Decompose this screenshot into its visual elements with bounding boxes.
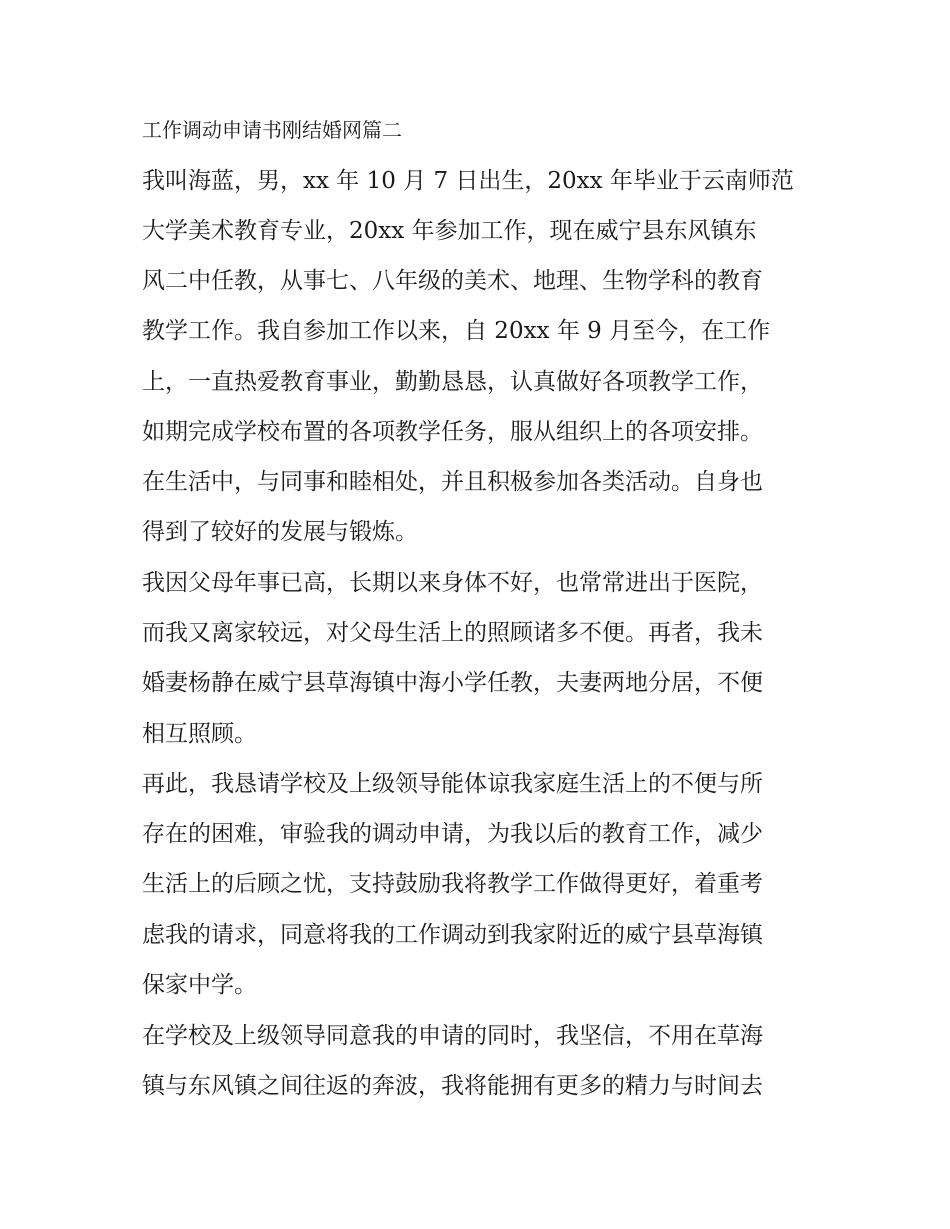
body-text-line: 得到了较好的发展与锻炼。	[142, 519, 418, 545]
body-text-line: 虑我的请求，同意将我的工作调动到我家附近的威宁县草海镇	[142, 922, 763, 948]
body-text-line: 相互照顾。	[142, 721, 257, 747]
body-text-line: 镇与东风镇之间往返的奔波，我将能拥有更多的精力与时间去	[142, 1073, 763, 1099]
body-text-line: 我因父母年事已高，长期以来身体不好，也常常进出于医院，	[142, 570, 763, 596]
body-text-line: 存在的困难，审验我的调动申请，为我以后的教育工作，减少	[142, 821, 763, 847]
body-text-line: 风二中任教，从事七、八年级的美术、地理、生物学科的教育	[142, 268, 763, 294]
document-title: 工作调动申请书刚结婚网篇二	[142, 118, 402, 142]
body-text-line: 再此，我恳请学校及上级领导能体谅我家庭生活上的不便与所	[142, 771, 763, 797]
body-text-line: 教学工作。我自参加工作以来，自 20xx 年 9 月至今，在工作	[142, 318, 771, 344]
body-text-line: 上，一直热爱教育事业，勤勤恳恳，认真做好各项教学工作，	[142, 369, 763, 395]
body-text-line: 我叫海蓝，男，xx 年 10 月 7 日出生，20xx 年毕业于云南师范	[142, 168, 794, 194]
body-text-line: 婚妻杨静在威宁县草海镇中海小学任教，夫妻两地分居，不便	[142, 670, 763, 696]
body-text-line: 而我又离家较远，对父母生活上的照顾诸多不便。再者，我未	[142, 620, 763, 646]
body-text-line: 在生活中，与同事和睦相处，并且积极参加各类活动。自身也	[142, 469, 763, 495]
body-text-line: 如期完成学校布置的各项教学任务，服从组织上的各项安排。	[142, 419, 763, 445]
body-text-line: 生活上的后顾之忧，支持鼓励我将教学工作做得更好，着重考	[142, 871, 763, 897]
body-text-line: 保家中学。	[142, 972, 257, 998]
body-text-line: 大学美术教育专业，20xx 年参加工作，现在威宁县东风镇东	[142, 218, 757, 244]
body-text-line: 在学校及上级领导同意我的申请的同时，我坚信，不用在草海	[142, 1023, 763, 1049]
